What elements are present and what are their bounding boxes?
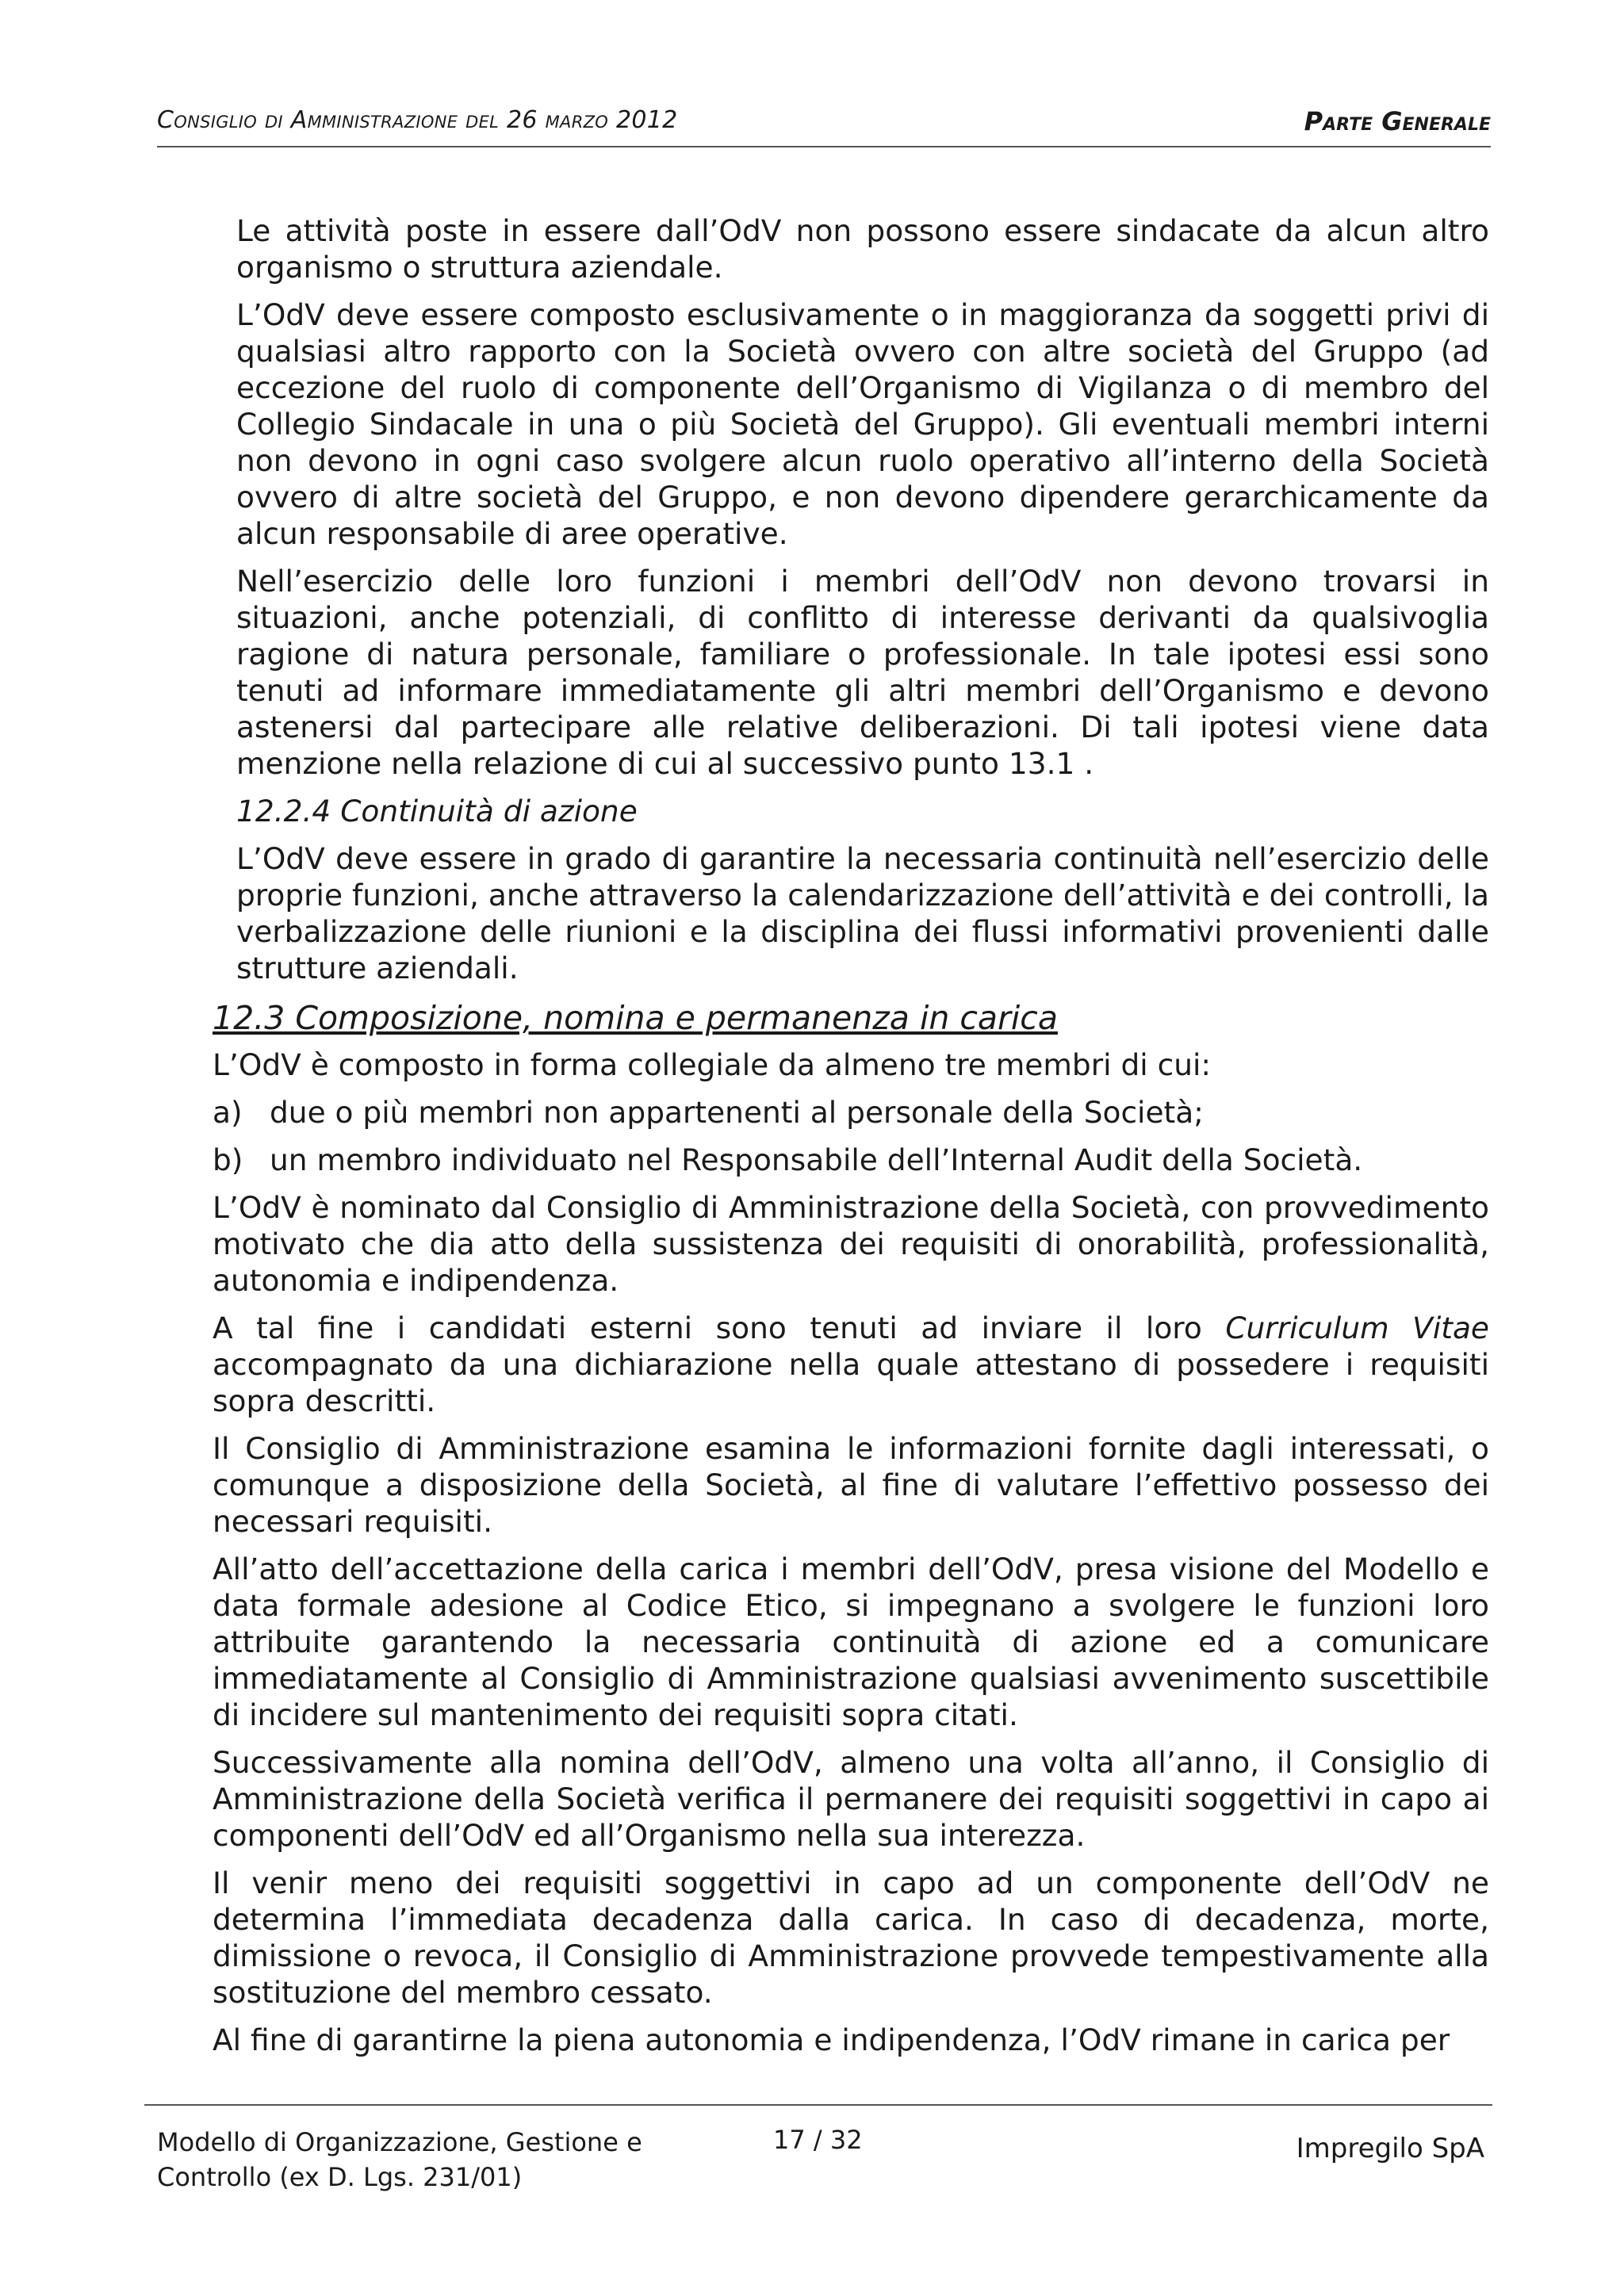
text-run: A tal fine i candidati esterni sono tenuti ad inviare il loro (213, 1311, 1226, 1345)
emphasis-text: Curriculum Vitae (1225, 1311, 1489, 1345)
paragraph: All’atto dell’accettazione della carica i membri dell’OdV, presa visione del Modello e data formale adesione al Codice Etico, si impegnano a svolgere le funzioni loro attribuite garantendo la necessaria continuità di azione ed a comunicare immediatamente al Consiglio di Amministrazione qualsiasi avvenimento suscettibile di incidere sul mantenimento dei requisiti sopra citati. (213, 1552, 1489, 1732)
paragraph: L’OdV deve essere composto esclusivamente o in maggioranza da soggetti privi di qualsiasi altro rapporto con la Società ovvero con altre società del Gruppo (ad eccezione del ruolo di componente dell’Organismo di Vigilanza o di membro del Collegio Sindacale in una o più Società del Gruppo). Gli eventuali membri interni non devono in ogni caso svolgere alcun ruolo operativo all’interno della Società ovvero di altre società del Gruppo, e non devono dipendere gerarchicamente da alcun responsabile di aree operative. (236, 297, 1489, 551)
paragraph: Nell’esercizio delle loro funzioni i membri dell’OdV non devono trovarsi in situazioni, anche potenziali, di conflitto di interesse derivanti da qualsivoglia ragione di natura personale, familiare o professionale. In tale ipotesi essi sono tenuti ad informare immediatamente gli altri membri dell’Organismo e devono astenersi dal partecipare alle relative deliberazioni. Di tali ipotesi viene data menzione nella relazione di cui al successivo punto 13.1 . (236, 564, 1489, 781)
paragraph: L’OdV è composto in forma collegiale da almeno tre membri di cui: (213, 1047, 1212, 1082)
paragraph: Successivamente alla nomina dell’OdV, almeno una volta all’anno, il Consiglio di Amministrazione della Società verifica il permanere dei requisiti soggettivi in capo ai componenti dell’OdV ed all’Organismo nella sua interezza. (213, 1745, 1489, 1853)
header-section: Parte Generale (1304, 106, 1491, 136)
footer-company: Impregilo SpA (1296, 2133, 1484, 2164)
list-text: due o più membri non appartenenti al personale della Società; (270, 1095, 1204, 1130)
paragraph: Il venir meno dei requisiti soggettivi in capo ad un componente dell’OdV ne determina l’immediata decadenza dalla carica. In caso di decadenza, morte, dimissione o revoca, il Consiglio di Amministrazione provvede tempestivamente alla sostituzione del membro cessato. (213, 1866, 1489, 2010)
page-header (157, 101, 1491, 147)
footer-document-title (157, 2125, 642, 2195)
page-number: 17 / 32 (773, 2125, 863, 2155)
paragraph: Il Consiglio di Amministrazione esamina le informazioni fornite dagli interessati, o comunque a disposizione della Società, al fine di valutare l’effettivo possesso dei necessari requisiti. (213, 1431, 1489, 1539)
subsection-heading: 12.2.4 Continuità di azione (236, 794, 638, 828)
page-content (213, 212, 1489, 2069)
paragraph: L’OdV è nominato dal Consiglio di Amministrazione della Società, con provvedimento motivato che dia atto della sussistenza dei requisiti di onorabilità, professionalità, autonomia e indipendenza. (213, 1190, 1489, 1298)
footer-title-line: Controllo (ex D. Lgs. 231/01) (157, 2162, 523, 2192)
list-marker: a) (213, 1095, 243, 1130)
list-item (213, 1142, 1489, 1178)
text-run: accompagnato da una dichiarazione nella quale attestano di possedere i requisiti sopra descritti. (213, 1347, 1489, 1418)
paragraph: L’OdV deve essere in grado di garantire la necessaria continuità nell’esercizio delle proprie funzioni, anche attraverso la calendarizzazione dell’attività e dei controlli, la verbalizzazione delle riunioni e la disciplina dei flussi informativi provenienti dalle strutture aziendali. (236, 841, 1489, 985)
paragraph: Al fine di garantirne la piena autonomia e indipendenza, l’OdV rimane in carica per (213, 2022, 1450, 2057)
list-item (213, 1094, 1489, 1131)
list-text: un membro individuato nel Responsabile dell’Internal Audit della Società. (270, 1142, 1363, 1177)
paragraph (213, 1310, 1489, 1419)
section-heading: 12.3 Composizione, nomina e permanenza in carica (213, 999, 1058, 1037)
footer-title-line: Modello di Organizzazione, Gestione e (157, 2127, 642, 2157)
footer-divider (144, 2104, 1492, 2106)
paragraph: Le attività poste in essere dall’OdV non possono essere sindacate da alcun altro organismo o struttura aziendale. (236, 213, 1489, 285)
header-title: Consiglio di Amministrazione del 26 marzo 2012 (157, 106, 678, 134)
list-marker: b) (213, 1142, 243, 1177)
